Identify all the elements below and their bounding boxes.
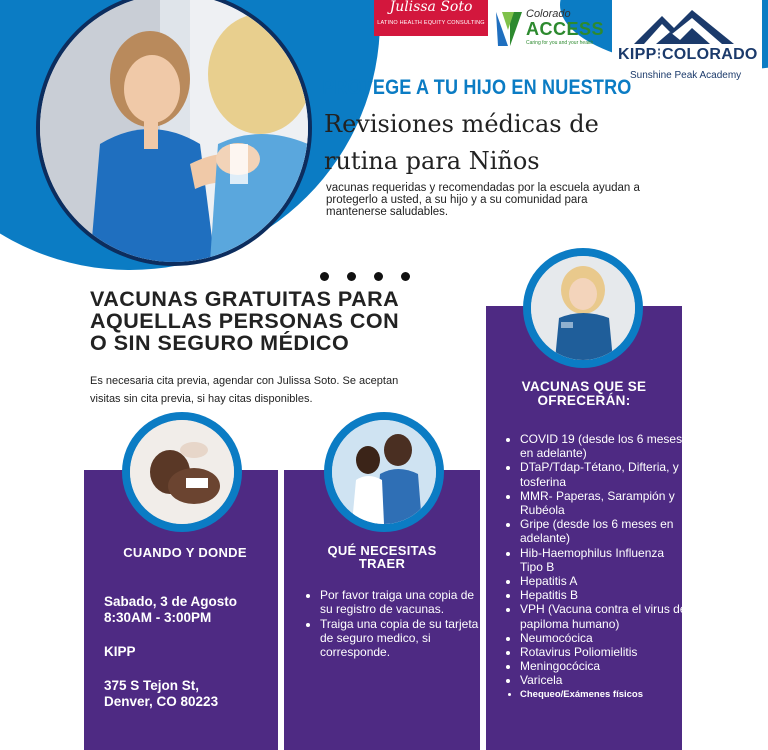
list-item: • Gripe (desde los 6 meses en adelante)	[520, 517, 690, 545]
latino-health-logo	[374, 0, 488, 36]
free-vaccines-heading-line3: O SIN SEGURO MÉDICO	[90, 331, 350, 355]
list-item: • Rotavirus Poliomielitis	[520, 645, 690, 659]
kipp-logo-separator: ⁝	[656, 46, 662, 63]
event-time: 8:30AM - 3:00PM	[104, 610, 212, 625]
event-address-line1: 375 S Tejon St,	[104, 678, 200, 693]
kipp-school-name: Sunshine Peak Academy	[630, 70, 742, 81]
list-item: • Hib-Haemophilus Influenza Tipo B	[520, 546, 690, 574]
list-item: • DTaP/Tdap-Tétano, Difteria, y tosferina	[520, 460, 690, 488]
colorado-access-mark-icon	[494, 8, 524, 48]
appointment-note: Es necesaria cita previa, agendar con Julissa Soto. Se aceptan visitas sin cita previa, si hay citas disponibles.	[90, 375, 399, 405]
intro-text: vacunas requeridas y recomendadas por la escuela ayudan a protegerlo a usted, a su hijo y a su comunidad para mantenerse saludables.	[326, 182, 640, 218]
page-title-line2: rutina para Niños	[324, 147, 540, 175]
colorado-access-line1: Colorado	[526, 8, 571, 20]
list-item: • Varicela	[520, 673, 690, 687]
page-title-line1: Revisiones médicas de	[324, 110, 599, 138]
when-where-heading: CUANDO Y DONDE	[123, 545, 247, 560]
kipp-colorado-logo	[612, 0, 762, 90]
kipp-logo-name-left: KIPP	[618, 46, 657, 63]
list-item: • Hepatitis B	[520, 588, 690, 602]
kipp-logo-name	[618, 44, 758, 64]
parent-child-photo	[324, 412, 444, 532]
baby-photo	[122, 412, 242, 532]
list-item: • Por favor traiga una copia de su registro de vacunas.	[320, 588, 480, 616]
kipp-logo-name-right: COLORADO	[661, 46, 758, 63]
mountain-icon	[634, 8, 734, 44]
list-item: • MMR- Paperas, Sarampión y Rubéola	[520, 489, 690, 517]
decorative-dots	[320, 268, 428, 286]
list-item: • Chequeo/Exámenes físicos	[520, 688, 690, 702]
list-item: • Traiga una copia de su tarjeta de seguro medico, si corresponde.	[320, 617, 480, 659]
vaccines-list	[504, 432, 690, 702]
nurse-vaccinating-photo	[36, 0, 312, 266]
colorado-access-tagline: Caring for you and your health	[526, 40, 594, 46]
latino-logo-tagline: LATINO HEALTH EQUITY CONSULTING	[377, 20, 485, 26]
free-vaccines-heading-line1: VACUNAS GRATUITAS PARA	[90, 287, 400, 311]
latino-logo-name: Julissa Soto	[389, 0, 473, 15]
colorado-access-line2: ACCESS	[526, 19, 605, 39]
list-item: • Neumocócica	[520, 631, 690, 645]
free-vaccines-heading-line2: AQUELLAS PERSONAS CON	[90, 309, 400, 333]
kicker-heading: PROTEGE A TU HIJO EN NUESTRO	[322, 76, 632, 99]
vaccines-heading: VACUNAS QUE SE OFRECERÁN:	[521, 379, 647, 408]
list-item: • COVID 19 (desde los 6 meses en adelante)	[520, 432, 690, 460]
list-item: • VPH (Vacuna contra el virus del papiloma humano)	[520, 602, 690, 630]
event-place: KIPP	[104, 644, 136, 659]
event-address-line2: Denver, CO 80223	[104, 694, 219, 709]
page-title	[324, 106, 654, 180]
what-to-bring-heading: QUÉ NECESITAS TRAER	[327, 543, 437, 571]
free-vaccines-heading	[90, 288, 470, 354]
list-item: • Hepatitis A	[520, 574, 690, 588]
colorado-access-logo	[494, 6, 605, 52]
what-to-bring-list	[304, 588, 480, 660]
girl-bandage-photo	[523, 248, 643, 368]
list-item: • Meningocócica	[520, 659, 690, 673]
event-date: Sabado, 3 de Agosto	[104, 594, 238, 609]
